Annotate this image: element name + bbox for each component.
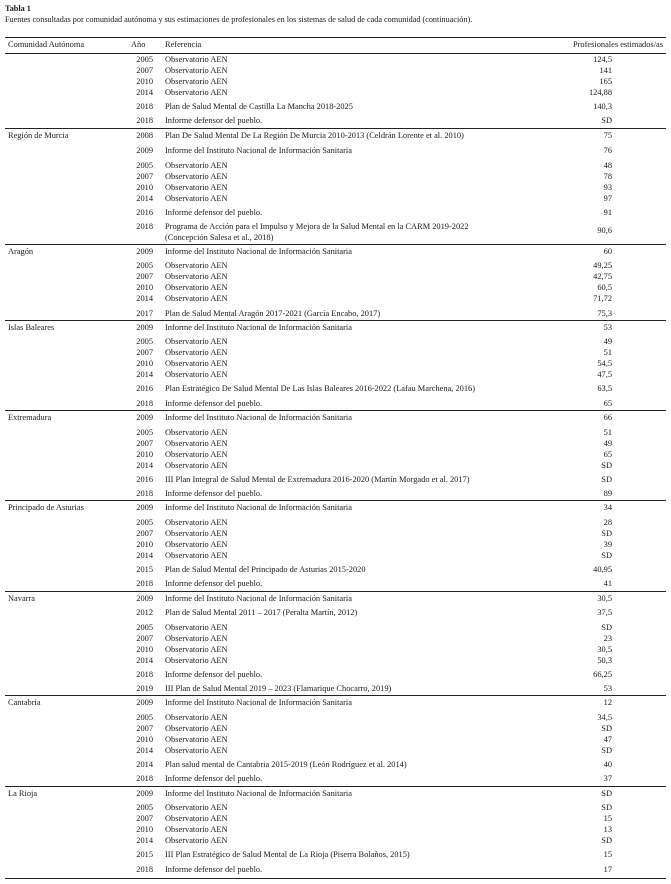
reference-cell [165, 450, 545, 461]
year-cell: 2014 [136, 836, 153, 845]
reference-cell [165, 735, 545, 746]
community-name: Principado de Asturias [8, 503, 84, 512]
year-cell: 2018 [136, 670, 153, 679]
reference-text: Observatorio AEN [165, 656, 228, 665]
reference-cell [165, 183, 545, 194]
community-name: La Rioja [8, 789, 38, 798]
reference-cell [165, 309, 545, 320]
reference-cell [165, 774, 545, 785]
reference-text: Observatorio AEN [165, 428, 228, 437]
section-divider [5, 320, 666, 321]
year-cell: 2009 [136, 323, 153, 332]
estimate-cell: 51 [603, 348, 612, 357]
reference-text: Informe del Instituto Nacional de Información Sanitaria [165, 698, 352, 707]
year-cell: 2009 [136, 594, 153, 603]
year-cell: 2010 [136, 825, 153, 834]
estimate-cell: 63,5 [597, 384, 612, 393]
estimate-cell: 50,3 [597, 656, 612, 665]
reference-cell [165, 489, 545, 500]
estimate-cell: SD [601, 529, 612, 538]
estimate-cell: 30,5 [597, 594, 612, 603]
reference-cell [165, 66, 545, 77]
reference-text: Observatorio AEN [165, 370, 228, 379]
reference-text: Informe defensor del pueblo. [165, 208, 263, 217]
reference-cell [165, 247, 545, 258]
year-cell: 2007 [136, 172, 153, 181]
section-divider [5, 591, 666, 592]
reference-text: Observatorio AEN [165, 77, 228, 86]
estimate-cell: SD [601, 461, 612, 470]
reference-cell [165, 283, 545, 294]
reference-text: Observatorio AEN [165, 713, 228, 722]
reference-cell [165, 850, 545, 861]
reference-text: Observatorio AEN [165, 836, 228, 845]
reference-cell [165, 208, 545, 219]
reference-text: Programa de Acción para el Impulso y Mejora de la Salud Mental en la CARM 2019-2022 [165, 222, 469, 231]
estimate-cell: 65 [603, 399, 612, 408]
year-cell: 2007 [136, 272, 153, 281]
estimate-cell: SD [601, 551, 612, 560]
year-cell: 2010 [136, 283, 153, 292]
estimate-cell: 75,3 [597, 309, 612, 318]
year-cell: 2014 [136, 461, 153, 470]
reference-text: Observatorio AEN [165, 529, 228, 538]
estimate-cell: SD [601, 623, 612, 632]
reference-cell [165, 399, 545, 410]
reference-cell [165, 461, 545, 472]
year-cell: 2007 [136, 634, 153, 643]
reference-cell [165, 724, 545, 735]
estimate-cell: 124,5 [593, 55, 612, 64]
reference-text: Informe del Instituto Nacional de Información Sanitaria [165, 789, 352, 798]
reference-text: Observatorio AEN [165, 183, 228, 192]
header-reference: Referencia [165, 40, 202, 49]
reference-text: Informe defensor del pueblo. [165, 399, 263, 408]
reference-cell [165, 698, 545, 709]
year-cell: 2009 [136, 146, 153, 155]
reference-cell [165, 608, 545, 619]
reference-text: Observatorio AEN [165, 450, 228, 459]
reference-text: Plan de Salud Mental Aragón 2017-2021 (García Encabo, 2017) [165, 309, 381, 318]
reference-text: Informe del Instituto Nacional de Información Sanitaria [165, 594, 352, 603]
reference-cell [165, 194, 545, 205]
reference-text: Informe del Instituto Nacional de Información Sanitaria [165, 323, 352, 332]
reference-cell [165, 77, 545, 88]
reference-text: Observatorio AEN [165, 66, 228, 75]
year-cell: 2015 [136, 565, 153, 574]
header-community: Comunidad Autónoma [8, 40, 85, 49]
section-divider [5, 128, 666, 129]
estimate-cell: SD [601, 746, 612, 755]
year-cell: 2016 [136, 208, 153, 217]
reference-text: Informe defensor del pueblo. [165, 670, 263, 679]
reference-cell [165, 836, 545, 847]
community-name: Aragón [8, 247, 34, 256]
reference-text: Observatorio AEN [165, 55, 228, 64]
reference-text: Observatorio AEN [165, 645, 228, 654]
estimate-cell: 60,5 [597, 283, 612, 292]
reference-text: Informe defensor del pueblo. [165, 116, 263, 125]
reference-cell [165, 594, 545, 605]
reference-cell [165, 865, 545, 876]
reference-text: Observatorio AEN [165, 261, 228, 270]
header-top-rule [5, 37, 666, 38]
year-cell: 2008 [136, 131, 153, 140]
reference-text: Informe del Instituto Nacional de Información Sanitaria [165, 247, 352, 256]
reference-cell [165, 323, 545, 334]
estimate-cell: 37,5 [597, 608, 612, 617]
estimate-cell: 60 [603, 247, 612, 256]
year-cell: 2014 [136, 370, 153, 379]
year-cell: 2016 [136, 475, 153, 484]
reference-text: Plan de Salud Mental 2011 – 2017 (Peralta Martín, 2012) [165, 608, 358, 617]
estimate-cell: SD [601, 836, 612, 845]
reference-cell [165, 760, 545, 771]
year-cell: 2014 [136, 551, 153, 560]
year-cell: 2014 [136, 656, 153, 665]
header-bottom-rule [5, 53, 666, 54]
reference-text: Plan de Salud Mental del Principado de Asturias 2015-2020 [165, 565, 366, 574]
header-estimate: Profesionales estimados/as [572, 40, 663, 49]
reference-cell [165, 428, 545, 439]
reference-text: Informe defensor del pueblo. [165, 489, 263, 498]
year-cell: 2018 [136, 102, 153, 111]
estimate-cell: 17 [603, 865, 612, 874]
reference-cell [165, 116, 545, 127]
reference-text-continued: (Concepción Salesa et al., 2018) [165, 232, 274, 242]
reference-text: Observatorio AEN [165, 518, 228, 527]
estimate-cell: 48 [603, 161, 612, 170]
community-name: Región de Murcia [8, 131, 69, 140]
reference-cell [165, 146, 545, 157]
reference-cell [165, 540, 545, 551]
reference-cell [165, 337, 545, 348]
estimate-cell: 89 [603, 489, 612, 498]
table-caption [5, 3, 472, 25]
reference-cell [165, 475, 545, 486]
estimate-cell: 34 [603, 503, 612, 512]
reference-text: Observatorio AEN [165, 337, 228, 346]
year-cell: 2018 [136, 579, 153, 588]
estimate-cell: 15 [603, 814, 612, 823]
reference-text: Observatorio AEN [165, 359, 228, 368]
reference-text: III Plan Estratégico de Salud Mental de La Rioja (Piserra Bolaños, 2015) [165, 850, 410, 859]
reference-cell [165, 789, 545, 800]
reference-cell [165, 359, 545, 370]
year-cell: 2010 [136, 359, 153, 368]
reference-text: Observatorio AEN [165, 814, 228, 823]
estimate-cell: 37 [603, 774, 612, 783]
reference-text: Plan De Salud Mental De La Región De Murcia 2010-2013 (Celdrán Lorente et al. 2010) [165, 131, 464, 140]
estimate-cell: 49,25 [593, 261, 612, 270]
reference-cell [165, 551, 545, 562]
year-cell: 2010 [136, 77, 153, 86]
section-divider [5, 500, 666, 501]
reference-cell [165, 88, 545, 99]
reference-cell [165, 529, 545, 540]
estimate-cell: 65 [603, 450, 612, 459]
year-cell: 2009 [136, 789, 153, 798]
reference-text: Plan de Salud Mental de Castilla La Mancha 2018-2025 [165, 102, 353, 111]
year-cell: 2017 [136, 309, 153, 318]
estimate-cell: SD [601, 789, 612, 798]
reference-cell [165, 261, 545, 272]
year-cell: 2005 [136, 713, 153, 722]
year-cell: 2009 [136, 413, 153, 422]
year-cell: 2005 [136, 623, 153, 632]
reference-text: Observatorio AEN [165, 172, 228, 181]
estimate-cell: 13 [603, 825, 612, 834]
estimate-cell: 39 [603, 540, 612, 549]
estimate-cell: 165 [599, 77, 612, 86]
year-cell: 2015 [136, 850, 153, 859]
estimate-cell: 97 [603, 194, 612, 203]
reference-text: Observatorio AEN [165, 825, 228, 834]
estimate-cell: 12 [603, 698, 612, 707]
reference-text: Observatorio AEN [165, 88, 228, 97]
reference-cell [165, 518, 545, 529]
reference-text: Observatorio AEN [165, 161, 228, 170]
estimate-cell: 41 [603, 579, 612, 588]
reference-text: Observatorio AEN [165, 634, 228, 643]
reference-text: III Plan Integral de Salud Mental de Extremadura 2016-2020 (Martín Morgado et al. 2017) [165, 475, 470, 484]
year-cell: 2005 [136, 518, 153, 527]
reference-text: Observatorio AEN [165, 461, 228, 470]
reference-text: Observatorio AEN [165, 803, 228, 812]
estimate-cell: 49 [603, 337, 612, 346]
reference-text: Observatorio AEN [165, 746, 228, 755]
community-name: Islas Baleares [8, 323, 55, 332]
reference-text: Plan Estratégico De Salud Mental De Las Islas Baleares 2016-2022 (Lafau Marchena, 2016) [165, 384, 476, 393]
year-cell: 2007 [136, 814, 153, 823]
year-cell: 2009 [136, 503, 153, 512]
estimate-cell: 53 [603, 323, 612, 332]
estimate-cell: 140,3 [593, 102, 612, 111]
reference-text: Observatorio AEN [165, 439, 228, 448]
year-cell: 2018 [136, 222, 153, 231]
reference-cell [165, 656, 545, 667]
year-cell: 2005 [136, 261, 153, 270]
estimate-cell: 30,5 [597, 645, 612, 654]
reference-text: Informe del Instituto Nacional de Información Sanitaria [165, 413, 352, 422]
section-divider [5, 695, 666, 696]
year-cell: 2010 [136, 735, 153, 744]
estimate-cell: SD [601, 116, 612, 125]
estimate-cell: SD [601, 803, 612, 812]
estimate-cell: 47 [603, 735, 612, 744]
estimate-cell: 124,88 [588, 88, 612, 97]
year-cell: 2010 [136, 645, 153, 654]
header-year: Año [131, 40, 146, 49]
year-cell: 2018 [136, 774, 153, 783]
reference-cell [165, 746, 545, 757]
reference-cell [165, 623, 545, 634]
community-name: Cantabria [8, 698, 41, 707]
reference-text: Observatorio AEN [165, 272, 228, 281]
year-cell: 2014 [136, 760, 153, 769]
reference-cell [165, 102, 545, 113]
reference-cell [165, 803, 545, 814]
estimate-cell: 91 [603, 208, 612, 217]
reference-cell [165, 413, 545, 424]
year-cell: 2009 [136, 698, 153, 707]
reference-cell [165, 172, 545, 183]
reference-text: Observatorio AEN [165, 348, 228, 357]
reference-cell [165, 348, 545, 359]
year-cell: 2005 [136, 55, 153, 64]
table-title: Tabla 1 [5, 4, 31, 13]
reference-cell [165, 634, 545, 645]
estimate-cell: 40 [603, 760, 612, 769]
table-bottom-rule [5, 878, 666, 879]
reference-text: Observatorio AEN [165, 194, 228, 203]
reference-text: Observatorio AEN [165, 283, 228, 292]
reference-cell [165, 814, 545, 825]
estimate-cell: 93 [603, 183, 612, 192]
year-cell: 2007 [136, 439, 153, 448]
estimate-cell: 78 [603, 172, 612, 181]
reference-text: Observatorio AEN [165, 623, 228, 632]
reference-cell [165, 131, 545, 142]
section-divider [5, 244, 666, 245]
estimate-cell: 54,5 [597, 359, 612, 368]
community-name: Extremadura [8, 413, 52, 422]
year-cell: 2014 [136, 194, 153, 203]
reference-text: Observatorio AEN [165, 540, 228, 549]
estimate-cell: 141 [599, 66, 612, 75]
reference-cell [165, 439, 545, 450]
reference-cell [165, 825, 545, 836]
year-cell: 2010 [136, 450, 153, 459]
estimate-cell: 23 [603, 634, 612, 643]
reference-text: Observatorio AEN [165, 724, 228, 733]
year-cell: 2014 [136, 746, 153, 755]
reference-text: Observatorio AEN [165, 735, 228, 744]
estimate-cell: 66,25 [593, 670, 612, 679]
reference-text: III Plan de Salud Mental 2019 – 2023 (Flamarique Chocarro, 2019) [165, 684, 392, 693]
year-cell: 2005 [136, 428, 153, 437]
year-cell: 2016 [136, 384, 153, 393]
year-cell: 2007 [136, 348, 153, 357]
year-cell: 2005 [136, 803, 153, 812]
reference-text: Observatorio AEN [165, 551, 228, 560]
estimate-cell: 71,72 [593, 294, 612, 303]
year-cell: 2014 [136, 294, 153, 303]
estimate-cell: 28 [603, 518, 612, 527]
reference-cell [165, 503, 545, 514]
reference-cell [165, 384, 545, 395]
community-name: Navarra [8, 594, 35, 603]
reference-cell [165, 161, 545, 172]
reference-text: Informe defensor del pueblo. [165, 774, 263, 783]
reference-text: Informe del Instituto Nacional de Información Sanitaria [165, 503, 352, 512]
reference-cell [165, 579, 545, 590]
year-cell: 2005 [136, 337, 153, 346]
estimate-cell: 42,75 [593, 272, 612, 281]
estimate-cell: SD [601, 475, 612, 484]
year-cell: 2012 [136, 608, 153, 617]
estimate-cell: 76 [603, 146, 612, 155]
estimate-cell: 51 [603, 428, 612, 437]
year-cell: 2018 [136, 865, 153, 874]
reference-text: Informe del Instituto Nacional de Información Sanitaria [165, 146, 352, 155]
reference-cell [165, 222, 545, 243]
estimate-cell: 47,5 [597, 370, 612, 379]
table-subtitle: Fuentes consultadas por comunidad autónoma y sus estimaciones de profesionales en los sistemas de salud de cada comunidad (continuación). [5, 15, 473, 24]
year-cell: 2009 [136, 247, 153, 256]
reference-cell [165, 670, 545, 681]
reference-cell [165, 370, 545, 381]
estimate-cell: SD [601, 724, 612, 733]
year-cell: 2007 [136, 66, 153, 75]
year-cell: 2014 [136, 88, 153, 97]
year-cell: 2018 [136, 116, 153, 125]
estimate-cell: 40,95 [593, 565, 612, 574]
section-divider [5, 786, 666, 787]
reference-text: Observatorio AEN [165, 294, 228, 303]
estimate-cell: 34,5 [597, 713, 612, 722]
reference-cell [165, 645, 545, 656]
reference-cell [165, 713, 545, 724]
reference-cell [165, 294, 545, 305]
estimate-cell: 53 [603, 684, 612, 693]
estimate-cell: 75 [603, 131, 612, 140]
reference-cell [165, 565, 545, 576]
reference-cell [165, 684, 545, 695]
year-cell: 2005 [136, 161, 153, 170]
reference-cell [165, 55, 545, 66]
reference-cell [165, 272, 545, 283]
estimate-cell: 90,6 [597, 226, 612, 235]
reference-text: Informe defensor del pueblo. [165, 579, 263, 588]
reference-text: Informe defensor del pueblo. [165, 865, 263, 874]
year-cell: 2019 [136, 684, 153, 693]
section-divider [5, 410, 666, 411]
estimate-cell: 15 [603, 850, 612, 859]
estimate-cell: 49 [603, 439, 612, 448]
year-cell: 2010 [136, 183, 153, 192]
year-cell: 2010 [136, 540, 153, 549]
reference-text: Plan salud mental de Cantabria 2015-2019 (León Rodríguez et al. 2014) [165, 760, 407, 769]
year-cell: 2018 [136, 399, 153, 408]
year-cell: 2018 [136, 489, 153, 498]
year-cell: 2007 [136, 724, 153, 733]
estimate-cell: 66 [603, 413, 612, 422]
year-cell: 2007 [136, 529, 153, 538]
